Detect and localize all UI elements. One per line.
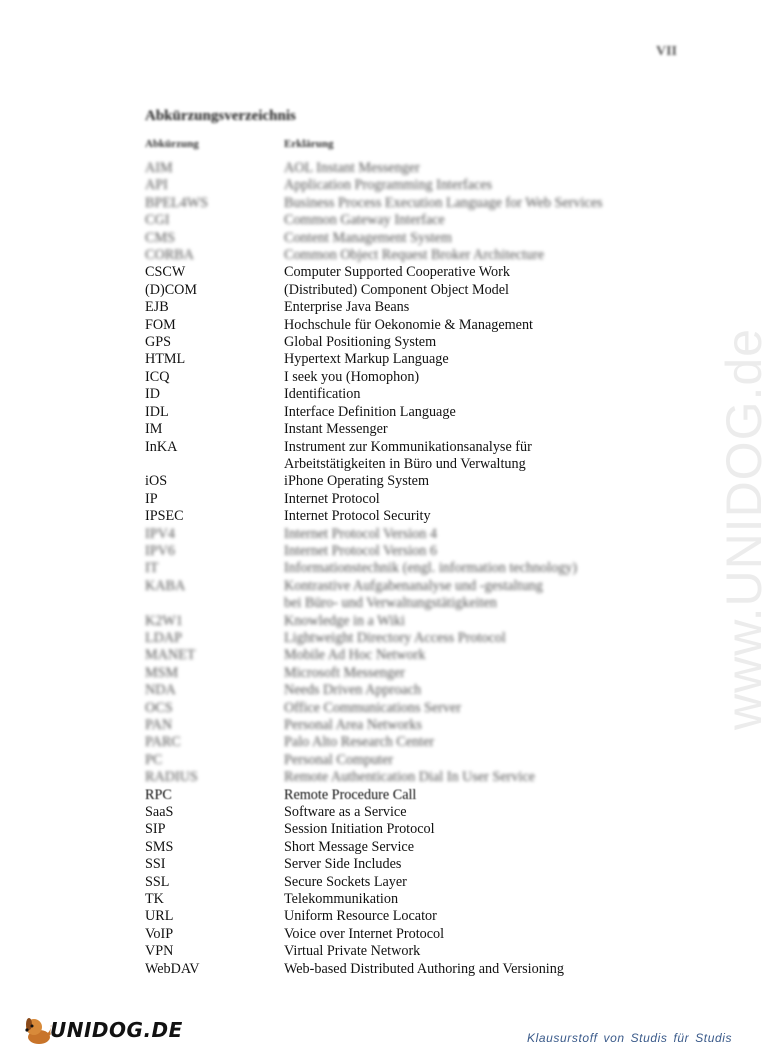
column-header-explanation: Erklärung [284, 138, 334, 150]
abbreviation: ICQ [145, 368, 170, 385]
explanation: Interface Definition Language [284, 403, 456, 420]
explanation: Voice over Internet Protocol [284, 925, 445, 942]
list-item [145, 734, 665, 751]
abbreviation: MANET [145, 647, 196, 664]
explanation: Remote Procedure Call [284, 786, 417, 803]
list-item [145, 439, 665, 456]
abbreviation: PC [145, 751, 163, 768]
abbreviation: SaaS [145, 804, 174, 821]
list-item [145, 421, 665, 438]
abbreviation: VoIP [145, 925, 174, 942]
abbreviation: BPEL4WS [145, 194, 209, 211]
list-item [145, 908, 665, 925]
explanation: Instrument zur Kommunikationsanalyse für [284, 438, 532, 455]
explanation: Arbeitstätigkeiten in Büro und Verwaltung [284, 455, 526, 472]
explanation: Microsoft Messenger [284, 664, 405, 681]
explanation: iPhone Operating System [284, 473, 430, 490]
abbreviation: IDL [145, 403, 169, 420]
abbreviation: NDA [145, 682, 176, 699]
list-item [145, 804, 665, 821]
explanation: Needs Driven Approach [284, 682, 422, 699]
abbreviation: URL [145, 908, 174, 925]
explanation: Computer Supported Cooperative Work [284, 264, 510, 281]
list-item [145, 299, 665, 316]
explanation: Personal Computer [284, 751, 394, 768]
explanation: Server Side Includes [284, 856, 402, 873]
explanation: Kontrastive Aufgabenanalyse und -gestaltung [284, 577, 543, 594]
explanation: bei Büro- und Verwaltungstätigkeiten [284, 595, 497, 612]
list-item [145, 508, 665, 525]
explanation: Remote Authentication Dial In User Service [284, 769, 535, 786]
footer-tagline: Klausurstoff von Studis für Studis [527, 1031, 733, 1045]
explanation: Software as a Service [284, 804, 407, 821]
list-item [145, 874, 665, 891]
abbreviation: ID [145, 386, 160, 403]
list-item [145, 386, 665, 403]
abbreviation: SSI [145, 856, 166, 873]
list-item [145, 856, 665, 873]
abbreviation: EJB [145, 299, 169, 316]
explanation: Telekommunikation [284, 891, 399, 908]
explanation: Hochschule für Oekonomie & Management [284, 316, 533, 333]
watermark-text: www.UNIDOG.de [716, 328, 772, 730]
list-item [145, 961, 665, 978]
list-item [145, 752, 665, 769]
explanation: Instant Messenger [284, 421, 388, 438]
list-item [145, 317, 665, 334]
explanation: Session Initiation Protocol [284, 821, 435, 838]
explanation: Short Message Service [284, 838, 415, 855]
explanation: Web-based Distributed Authoring and Versioning [284, 960, 564, 977]
list-item [145, 926, 665, 943]
explanation: Virtual Private Network [284, 943, 421, 960]
list-item [145, 404, 665, 421]
list-item [145, 351, 665, 368]
explanation: Internet Protocol Security [284, 508, 431, 525]
list-item [145, 473, 665, 490]
abbreviation: IPV6 [145, 542, 175, 559]
abbreviation: HTML [145, 351, 186, 368]
abbreviation: IPV4 [145, 525, 175, 542]
list-item [145, 369, 665, 386]
explanation: (Distributed) Component Object Model [284, 281, 509, 298]
list-item [145, 230, 665, 247]
explanation: Knowledge in a Wiki [284, 612, 405, 629]
abbreviation: API [145, 177, 168, 194]
abbreviation: IPSEC [145, 508, 184, 525]
abbreviation: iOS [145, 473, 168, 490]
page-title: Abkürzungsverzeichnis [145, 108, 296, 124]
explanation: Hypertext Markup Language [284, 351, 449, 368]
abbreviation: TK [145, 891, 164, 908]
abbreviation: GPS [145, 334, 172, 351]
explanation: Identification [284, 386, 361, 403]
abbreviation: CORBA [145, 247, 194, 264]
explanation: Internet Protocol Version 4 [284, 525, 438, 542]
list-item [145, 787, 665, 804]
list-item [145, 526, 665, 543]
explanation: Uniform Resource Locator [284, 908, 437, 925]
abbreviation: OCS [145, 699, 173, 716]
abbreviation: SMS [145, 838, 174, 855]
list-item [145, 334, 665, 351]
list-item [145, 195, 665, 212]
list-item [145, 212, 665, 229]
explanation: Internet Protocol [284, 490, 380, 507]
abbreviation: SSL [145, 873, 170, 890]
abbreviation: MSM [145, 664, 179, 681]
abbreviation: AIM [145, 160, 173, 176]
list-item [145, 543, 665, 560]
abbreviation: SIP [145, 821, 166, 838]
abbreviation: IM [145, 421, 163, 438]
page-number: VII [656, 44, 678, 59]
list-item [145, 647, 665, 664]
explanation: Internet Protocol Version 6 [284, 542, 438, 559]
explanation: Lightweight Directory Access Protocol [284, 629, 506, 646]
list-item [145, 717, 665, 734]
abbreviation-list [145, 160, 665, 978]
explanation: Global Positioning System [284, 334, 437, 351]
list-item [145, 264, 665, 281]
list-item [145, 595, 665, 612]
list-item [145, 821, 665, 838]
explanation: Common Object Request Broker Architecture [284, 247, 545, 264]
explanation: Informationstechnik (engl. information technology) [284, 560, 578, 577]
list-item [145, 160, 665, 177]
unidog-logo[interactable] [22, 1013, 183, 1047]
list-item [145, 247, 665, 264]
list-item [145, 700, 665, 717]
list-item [145, 177, 665, 194]
list-item [145, 456, 665, 473]
explanation: Office Communications Server [284, 699, 462, 716]
explanation: I seek you (Homophon) [284, 368, 420, 385]
abbreviation: WebDAV [145, 960, 200, 977]
explanation: Palo Alto Research Center [284, 734, 435, 751]
abbreviation: InKA [145, 438, 178, 455]
abbreviation: LDAP [145, 629, 183, 646]
list-item [145, 630, 665, 647]
explanation: Content Management System [284, 229, 452, 246]
list-item [145, 943, 665, 960]
list-item [145, 282, 665, 299]
abbreviation: CGI [145, 212, 170, 229]
abbreviation: FOM [145, 316, 176, 333]
abbreviation: IT [145, 560, 159, 577]
list-item [145, 891, 665, 908]
abbreviation: IP [145, 490, 158, 507]
list-item [145, 665, 665, 682]
list-item [145, 839, 665, 856]
explanation: Secure Sockets Layer [284, 873, 407, 890]
list-item [145, 491, 665, 508]
list-item [145, 613, 665, 630]
abbreviation: CMS [145, 229, 175, 246]
explanation: Business Process Execution Language for Web Services [284, 194, 603, 211]
explanation: Application Programming Interfaces [284, 177, 493, 194]
abbreviation: RPC [145, 786, 172, 803]
abbreviation: K2W1 [145, 612, 183, 629]
abbreviation: CSCW [145, 264, 186, 281]
list-item [145, 682, 665, 699]
abbreviation: PAN [145, 717, 173, 733]
abbreviation: RADIUS [145, 769, 198, 786]
abbreviation: KABA [145, 577, 186, 594]
list-item [145, 578, 665, 595]
list-item [145, 560, 665, 577]
list-item [145, 769, 665, 786]
explanation: Personal Area Networks [284, 717, 422, 733]
abbreviation: (D)COM [145, 281, 198, 298]
explanation: Enterprise Java Beans [284, 299, 410, 316]
explanation: Common Gateway Interface [284, 212, 445, 229]
abbreviation: VPN [145, 943, 174, 960]
explanation: Mobile Ad Hoc Network [284, 647, 426, 664]
column-header-abbreviation: Abkürzung [145, 138, 199, 150]
logo-text: UNIDOG.DE [50, 1018, 183, 1042]
abbreviation: PARC [145, 734, 181, 751]
explanation: AOL Instant Messenger [284, 160, 420, 176]
